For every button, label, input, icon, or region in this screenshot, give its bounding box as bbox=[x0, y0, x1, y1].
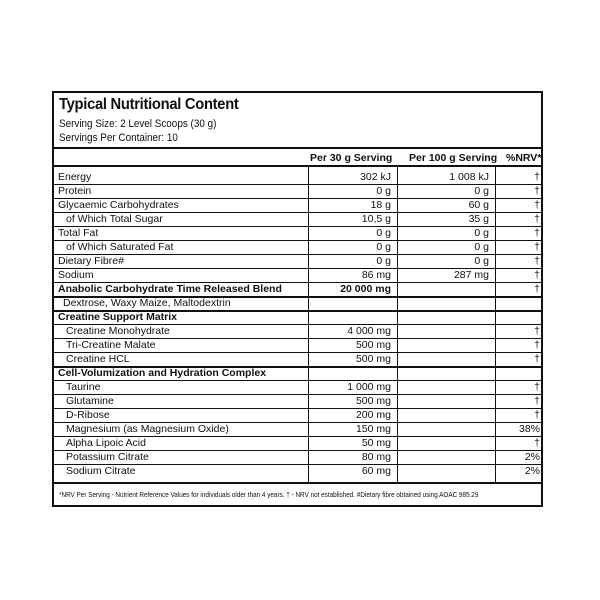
table-row-name: Dextrose, Waxy Maize, Maltodextrin bbox=[63, 297, 231, 309]
table-row-per-serving: 500 mg bbox=[355, 339, 391, 351]
table-row-nrv: 2% bbox=[524, 465, 540, 477]
table-row-nrv: † bbox=[534, 437, 540, 449]
table-bottom-rule bbox=[54, 482, 541, 484]
label-title: Typical Nutritional Content bbox=[59, 96, 239, 113]
header-divider bbox=[54, 147, 541, 149]
table-row-per-serving: 4 000 mg bbox=[347, 325, 391, 337]
table-top-rule bbox=[54, 165, 541, 167]
table-row-per-serving: 1 000 mg bbox=[347, 381, 391, 393]
table-row-nrv: † bbox=[534, 325, 540, 337]
table-row-nrv: † bbox=[534, 409, 540, 421]
table-row-per-serving: 0 g bbox=[376, 241, 391, 253]
table-row-name: Dietary Fibre# bbox=[58, 255, 124, 267]
table-row-per-serving: 50 mg bbox=[361, 437, 391, 449]
table-row-name: Anabolic Carbohydrate Time Released Blend bbox=[58, 283, 282, 295]
nutrition-panel bbox=[52, 91, 543, 507]
table-row-name: Protein bbox=[58, 185, 92, 197]
table-row-nrv: † bbox=[534, 227, 540, 239]
table-row-per-serving: 0 g bbox=[376, 255, 391, 267]
table-row-name: Creatine HCL bbox=[66, 353, 130, 365]
table-row-nrv: † bbox=[534, 269, 540, 281]
table-row-per-serving: 60 mg bbox=[361, 465, 391, 477]
table-row-name: Tri-Creatine Malate bbox=[66, 339, 156, 351]
table-row-per-100g: 35 g bbox=[468, 213, 489, 225]
table-row-nrv: † bbox=[534, 171, 540, 183]
table-row-nrv: 2% bbox=[524, 451, 540, 463]
table-row-name: of Which Saturated Fat bbox=[66, 241, 174, 253]
table-row-nrv: † bbox=[534, 381, 540, 393]
table-row-per-serving: 20 000 mg bbox=[340, 283, 391, 295]
table-row-per-100g: 0 g bbox=[474, 255, 489, 267]
footnote: *NRV Per Serving - Nutrient Reference Values for individuals older than 4 years. † - NRV not established. #Dietary fibre obtained using AOAC 985.29 bbox=[59, 490, 479, 499]
table-row-nrv: 38% bbox=[518, 423, 540, 435]
table-row-name: Creatine Monohydrate bbox=[66, 325, 170, 337]
table-row-name: Cell-Volumization and Hydration Complex bbox=[58, 367, 267, 379]
table-row-nrv: † bbox=[534, 395, 540, 407]
column-per-serving: Per 30 g Serving bbox=[310, 152, 393, 164]
table-row-name: Alpha Lipoic Acid bbox=[66, 437, 146, 449]
table-row-per-serving: 86 mg bbox=[361, 269, 391, 281]
table-row-name: Taurine bbox=[66, 381, 101, 393]
table-row-per-serving: 0 g bbox=[376, 227, 391, 239]
table-row-nrv: † bbox=[534, 213, 540, 225]
servings-per-container: Servings Per Container: 10 bbox=[59, 132, 178, 144]
table-row-per-serving: 18 g bbox=[370, 199, 391, 211]
table-row-per-100g: 0 g bbox=[474, 185, 489, 197]
table-row-name: Glutamine bbox=[66, 395, 114, 407]
table-row-nrv: † bbox=[534, 255, 540, 267]
table-row-nrv: † bbox=[534, 241, 540, 253]
table-row-nrv: † bbox=[534, 185, 540, 197]
table-row-nrv: † bbox=[534, 353, 540, 365]
table-row-name: Magnesium (as Magnesium Oxide) bbox=[66, 423, 229, 435]
table-row-name: Sodium Citrate bbox=[66, 465, 136, 477]
table-row-per-serving: 10,5 g bbox=[361, 213, 391, 225]
table-row-per-serving: 0 g bbox=[376, 185, 391, 197]
table-row-per-100g: 0 g bbox=[474, 241, 489, 253]
table-row-name: Creatine Support Matrix bbox=[58, 311, 178, 323]
table-row-per-100g: 1 008 kJ bbox=[449, 171, 489, 183]
table-row-nrv: † bbox=[534, 199, 540, 211]
table-row-per-serving: 500 mg bbox=[355, 395, 391, 407]
table-row-name: Energy bbox=[58, 171, 92, 183]
table-row-per-serving: 200 mg bbox=[355, 409, 391, 421]
table-row-name: of Which Total Sugar bbox=[66, 213, 163, 225]
table-row-name: Glycaemic Carbohydrates bbox=[58, 199, 179, 211]
serving-size: Serving Size: 2 Level Scoops (30 g) bbox=[59, 118, 217, 130]
table-row-name: Potassium Citrate bbox=[66, 451, 149, 463]
table-row-name: D-Ribose bbox=[66, 409, 110, 421]
column-per-100g: Per 100 g Serving bbox=[409, 152, 498, 164]
column-nrv: %NRV* bbox=[506, 152, 542, 164]
table-row-per-serving: 150 mg bbox=[355, 423, 391, 435]
table-row-name: Total Fat bbox=[58, 227, 99, 239]
table-row-per-100g: 60 g bbox=[468, 199, 489, 211]
table-row-per-serving: 80 mg bbox=[361, 451, 391, 463]
table-row-name: Sodium bbox=[58, 269, 94, 281]
table-row-per-serving: 302 kJ bbox=[360, 171, 391, 183]
table-row-per-100g: 0 g bbox=[474, 227, 489, 239]
table-row-per-100g: 287 mg bbox=[453, 269, 489, 281]
table-row-nrv: † bbox=[534, 283, 540, 295]
table-row-per-serving: 500 mg bbox=[355, 353, 391, 365]
table-row-nrv: † bbox=[534, 339, 540, 351]
